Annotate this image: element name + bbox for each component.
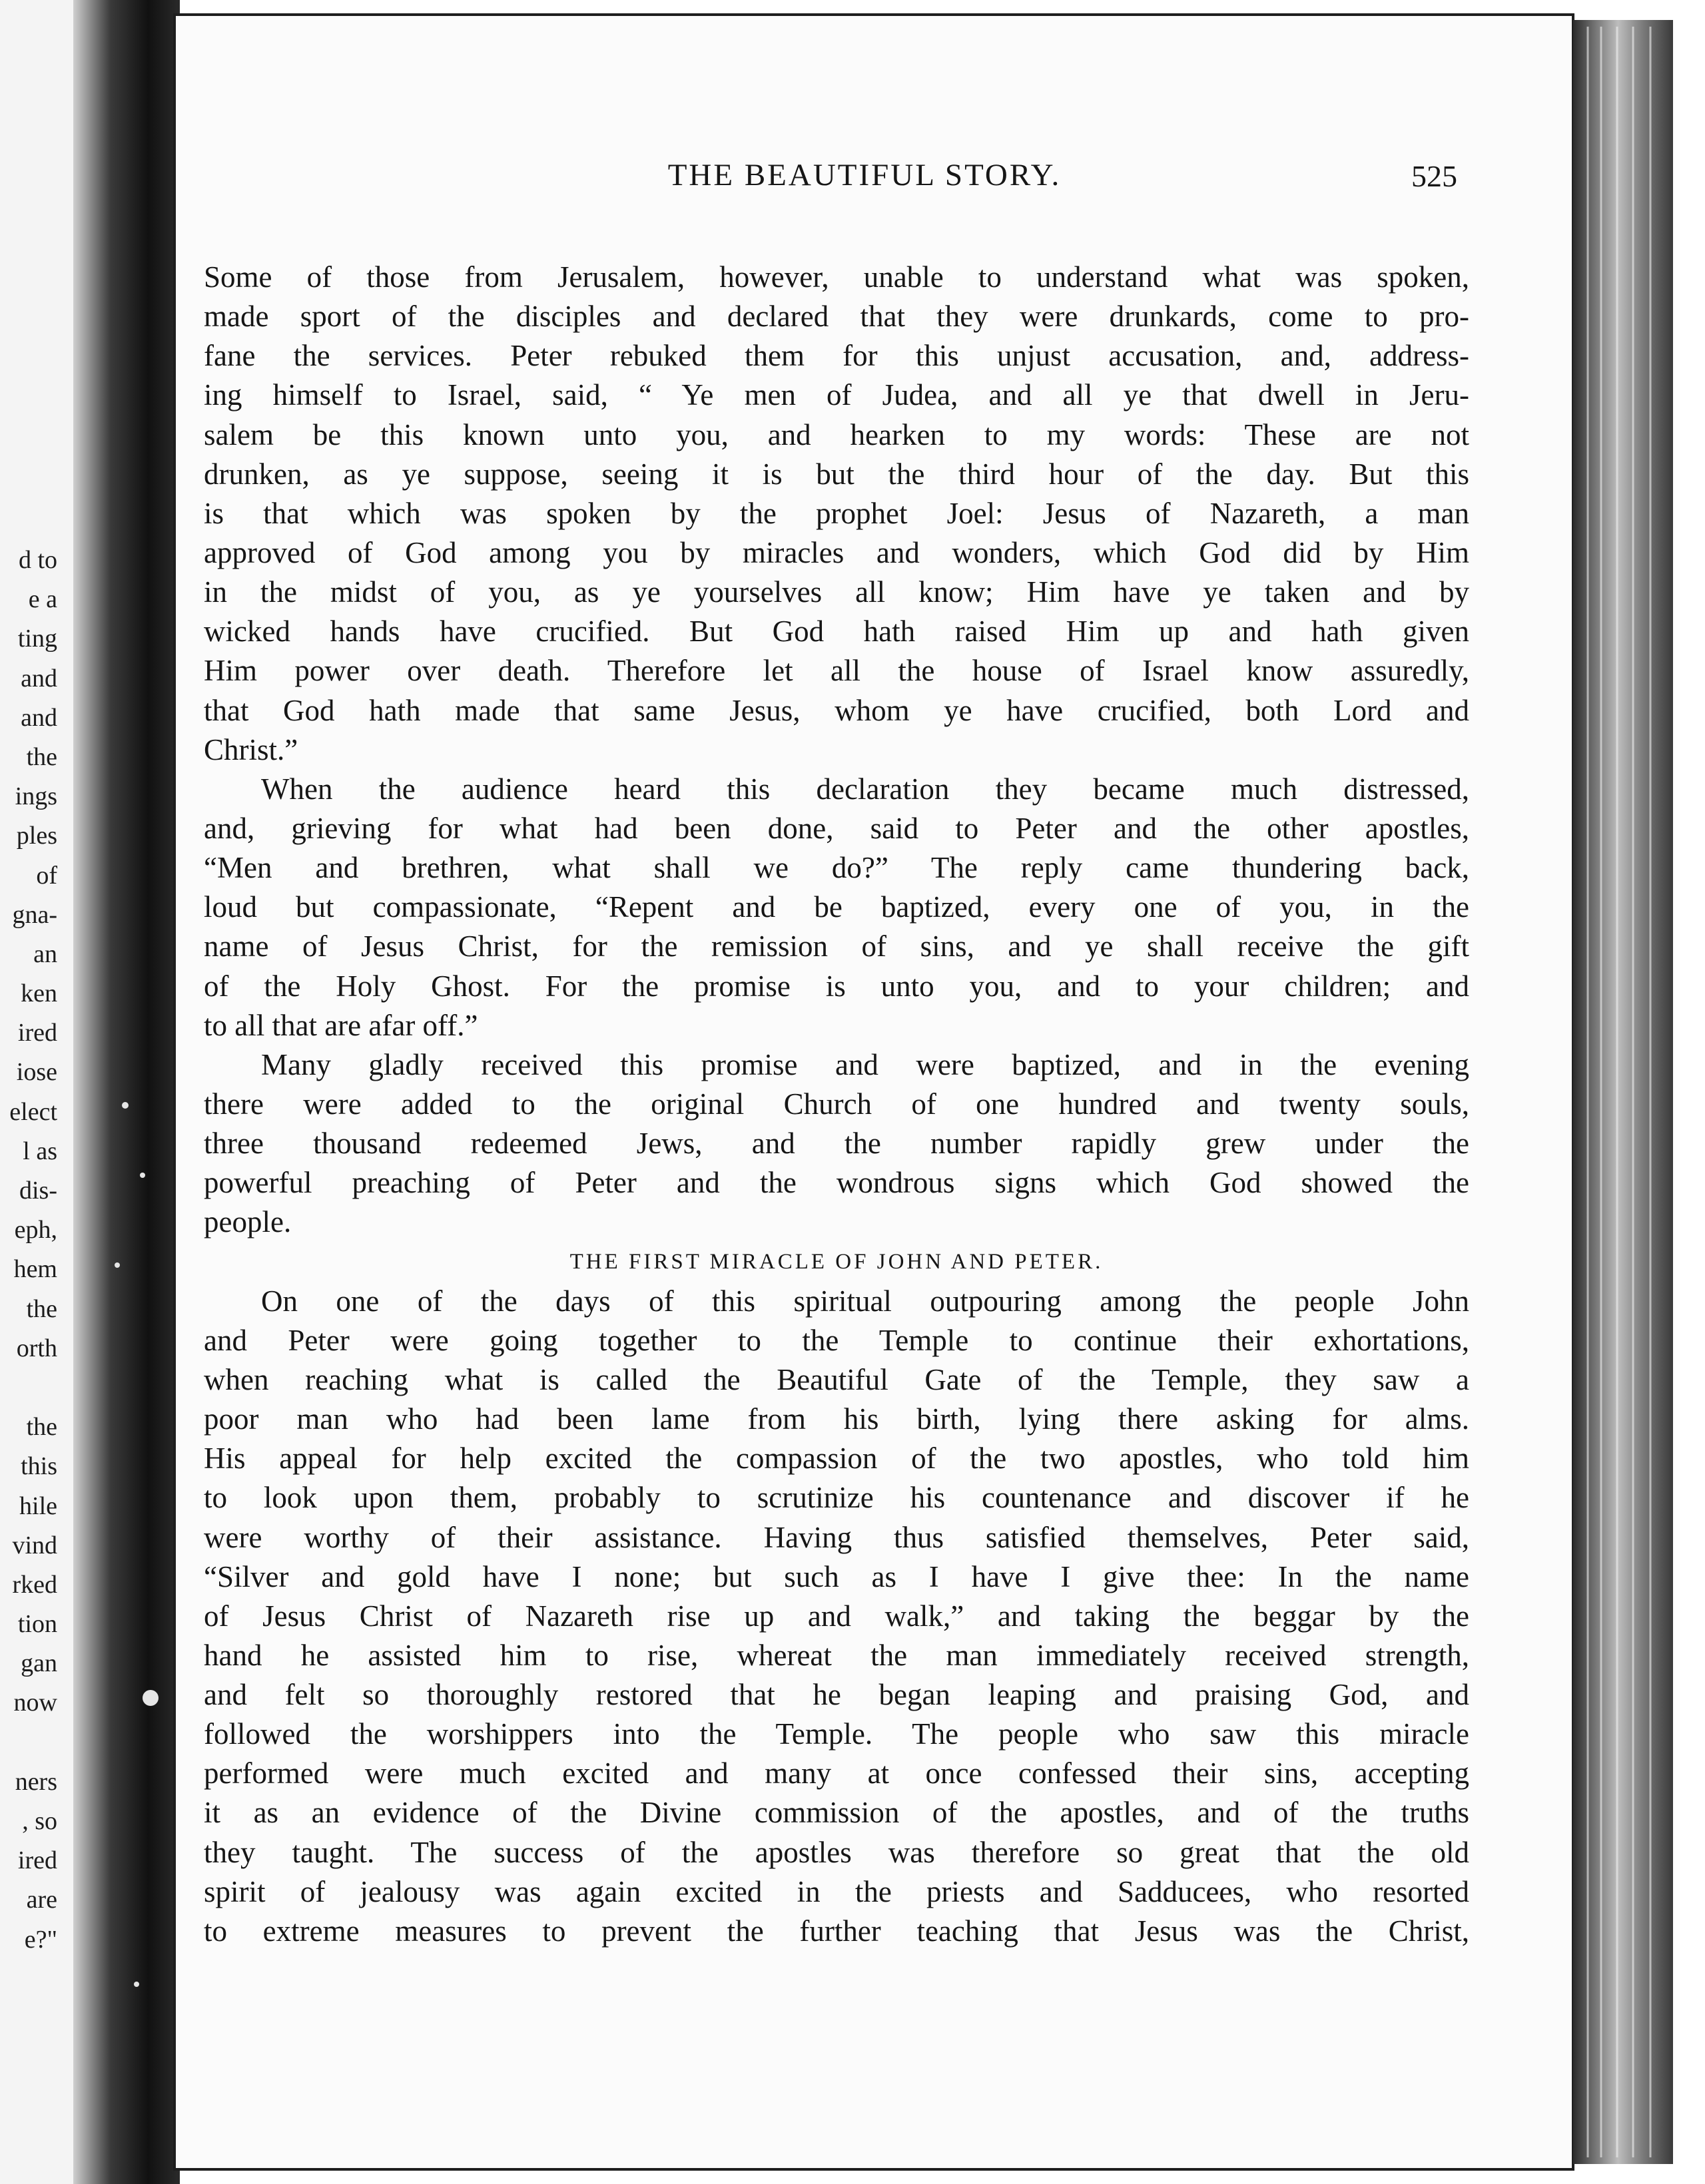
text-line: is that which was spoken by the prophet Joel: Jesus of Nazareth, a man <box>204 496 1469 530</box>
facing-page-fragment: orth <box>16 1334 57 1362</box>
facing-page-fragment: ken <box>21 979 57 1008</box>
text-line: made sport of the disciples and declared that they were drunkards, come to pro- <box>204 300 1469 334</box>
text-line: wicked hands have crucified. But God hath raised Him up and hath given <box>204 615 1469 649</box>
facing-page-fragment: ired <box>17 1846 57 1875</box>
text-line: were worthy of their assistance. Having thus satisfied themselves, Peter said, <box>204 1520 1469 1554</box>
facing-page-fragment: hile <box>19 1492 57 1520</box>
facing-page-fragment: the <box>26 742 57 771</box>
text-line: to extreme measures to prevent the further teaching that Jesus was the Christ, <box>204 1914 1469 1948</box>
facing-page-fragment: vind <box>12 1531 57 1559</box>
book-page <box>180 0 1565 2184</box>
text-line: and, grieving for what had been done, said to Peter and the other apostles, <box>204 811 1469 845</box>
text-line: fane the services. Peter rebuked them for this unjust accusation, and, address- <box>204 339 1469 373</box>
facing-page-fragment: elect <box>9 1097 57 1126</box>
facing-page-fragment: ting <box>17 625 57 653</box>
text-line: and Peter were going together to the Temple to continue their exhortations, <box>204 1323 1469 1357</box>
facing-page-fragment: d to <box>18 546 57 574</box>
facing-page-fragment: gna- <box>12 900 57 929</box>
text-line: in the midst of you, as ye yourselves all know; Him have ye taken and by <box>204 575 1469 609</box>
page-header <box>180 157 1492 204</box>
text-line: Him power over death. Therefore let all the house of Israel know assuredly, <box>204 654 1469 688</box>
facing-page-fragment: the <box>26 1294 57 1323</box>
text-line: there were added to the original Church of one hundred and twenty souls, <box>204 1087 1469 1121</box>
facing-page-fragment: gan <box>21 1649 57 1678</box>
facing-page-fragment <box>0 1723 57 1763</box>
text-line: loud but compassionate, “Repent and be baptized, every one of you, in the <box>204 890 1469 924</box>
section-heading: THE FIRST MIRACLE OF JOHN AND PETER. <box>569 1249 1104 1274</box>
text-line: ing himself to Israel, said, “ Ye men of Judea, and all ye that dwell in Jeru- <box>204 378 1469 412</box>
facing-page-fragment: dis- <box>19 1177 57 1205</box>
text-line: salem be this known unto you, and hearken to my words: These are not <box>204 417 1469 451</box>
facing-page-fragment: ings <box>15 782 57 811</box>
text-line: they taught. The success of the apostles was therefore so great that the old <box>204 1835 1469 1869</box>
text-line: powerful preaching of Peter and the wondrous signs which God showed the <box>204 1166 1469 1200</box>
facing-page-fragment <box>0 1368 57 1408</box>
text-line: of the Holy Ghost. For the promise is unto you, and to your children; and <box>204 969 1469 1003</box>
text-line: followed the worshippers into the Temple. The people who saw this miracle <box>204 1717 1469 1751</box>
facing-page-fragment: now <box>13 1689 57 1717</box>
text-line: three thousand redeemed Jews, and the number rapidly grew under the <box>204 1127 1469 1161</box>
text-line: poor man who had been lame from his birth, lying there asking for alms. <box>204 1402 1469 1436</box>
facing-page-fragment: are <box>26 1886 57 1914</box>
facing-page-fragment: ired <box>17 1019 57 1047</box>
text-line: of Jesus Christ of Nazareth rise up and walk,” and taking the beggar by the <box>204 1599 1469 1633</box>
text-line: name of Jesus Christ, for the remission of sins, and ye shall receive the gift <box>204 930 1469 963</box>
text-line: to look upon them, probably to scrutinize his countenance and discover if he <box>204 1481 1469 1515</box>
facing-page-fragment: this <box>21 1452 57 1481</box>
facing-page-text-fragments <box>0 541 57 1960</box>
facing-page-fragment: , so <box>22 1807 57 1835</box>
text-line: and felt so thoroughly restored that he began leaping and praising God, and <box>204 1678 1469 1712</box>
text-line: to all that are afar off.” <box>204 1008 478 1042</box>
text-line: hand he assisted him to rise, whereat the man immediately received strength, <box>204 1638 1469 1672</box>
text-line: Some of those from Jerusalem, however, unable to understand what was spoken, <box>204 260 1469 294</box>
text-line: when reaching what is called the Beautiful Gate of the Temple, they saw a <box>204 1362 1469 1396</box>
text-line: His appeal for help excited the compassion of the two apostles, who told him <box>204 1442 1469 1476</box>
facing-page-fragment: ples <box>16 822 57 850</box>
text-line: that God hath made that same Jesus, whom ye have crucified, both Lord and <box>204 693 1469 727</box>
paragraph <box>204 258 1469 770</box>
facing-page-fragment: of <box>36 861 57 890</box>
paragraph <box>204 770 1469 1045</box>
facing-page-fragment: hem <box>13 1255 57 1284</box>
facing-page-fragment: and <box>21 664 57 692</box>
text-line: performed were much excited and many at once confessed their sins, accepting <box>204 1757 1469 1790</box>
text-line: people. <box>204 1205 292 1239</box>
body-text <box>204 258 1469 1951</box>
page-number: 525 <box>1411 159 1457 193</box>
facing-page-fragment: the <box>26 1413 57 1442</box>
text-line: drunken, as ye suppose, seeing it is but the third hour of the day. But this <box>204 457 1469 491</box>
text-line: spirit of jealousy was again excited in the priests and Sadducees, who resorted <box>204 1874 1469 1908</box>
text-line: “Silver and gold have I none; but such as I have I give thee: In the name <box>204 1559 1469 1593</box>
facing-page-fragment: e?" <box>24 1925 57 1954</box>
text-line: it as an evidence of the Divine commission of the apostles, and of the truths <box>204 1796 1469 1830</box>
paragraph <box>204 1045 1469 1242</box>
text-line: Many gladly received this promise and were baptized, and in the evening <box>261 1047 1469 1081</box>
facing-page-fragment: l as <box>23 1137 57 1165</box>
facing-page-fragment: eph, <box>14 1216 57 1244</box>
text-line: “Men and brethren, what shall we do?” The reply came thundering back, <box>204 851 1469 885</box>
text-line: When the audience heard this declaration they became much distressed, <box>261 772 1469 806</box>
facing-page-fragment: iose <box>16 1058 57 1087</box>
facing-page-fragment: e a <box>28 585 57 614</box>
text-line: approved of God among you by miracles and wonders, which God did by Him <box>204 535 1469 569</box>
facing-page-fragment: and <box>21 703 57 732</box>
facing-page-fragment: ners <box>15 1767 57 1796</box>
text-line: On one of the days of this spiritual outpouring among the people John <box>261 1284 1469 1318</box>
paragraph <box>204 1282 1469 1951</box>
facing-page-fragment: an <box>33 940 57 968</box>
facing-page-fragment: rked <box>12 1570 57 1599</box>
running-head: THE BEAUTIFUL STORY. <box>667 158 1062 192</box>
facing-page-fragment: tion <box>17 1610 57 1639</box>
text-line: Christ.” <box>204 732 298 766</box>
